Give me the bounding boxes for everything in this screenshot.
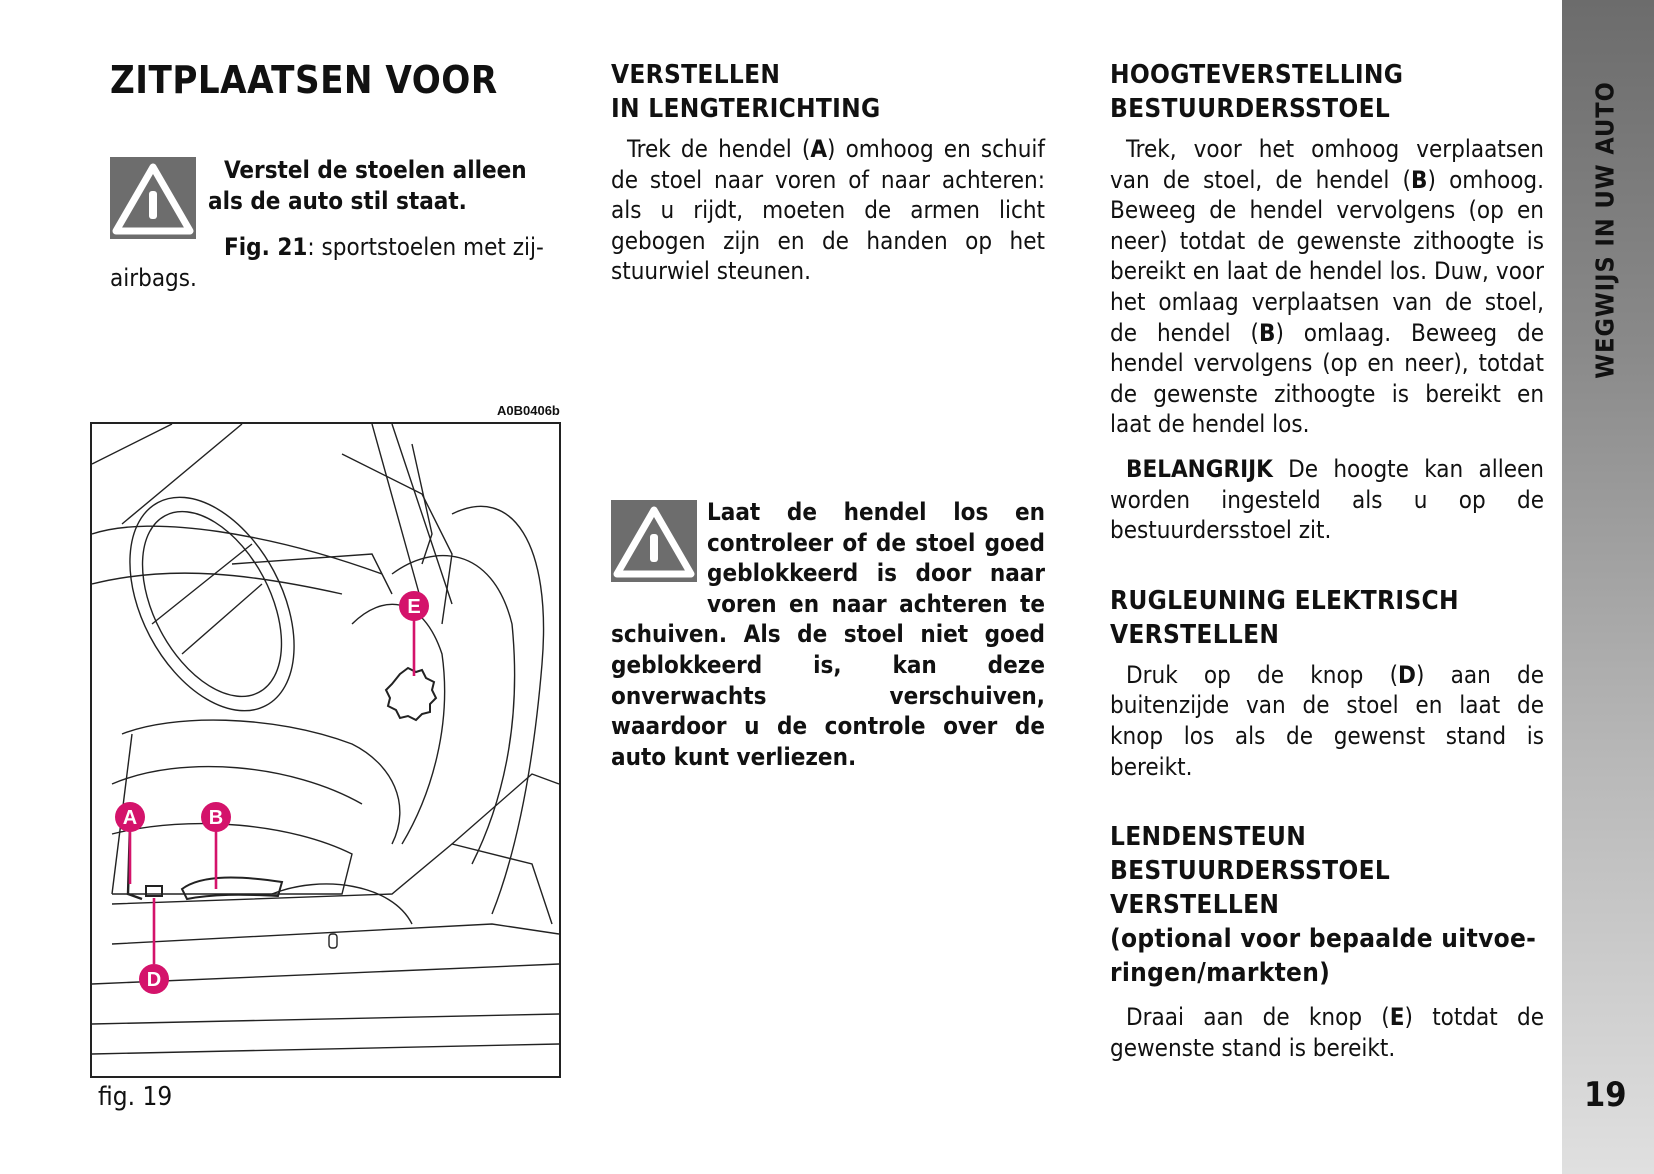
page-number: 19	[1584, 1075, 1627, 1115]
heading-lendensteun-1: LENDENSTEUN	[1110, 822, 1307, 853]
warning-text-2: Laat de hendel los en controleer of de stoel goed geblokkeerd is door naar voren en naar achteren te schuiven. Als de stoel niet goed geblokkeerd is, kan deze onverwachts verschuiven, waardoor u de controle over de auto kunt verliezen.	[611, 498, 1045, 771]
heading-lendensteun-3: VERSTELLEN	[1110, 890, 1280, 921]
callout-d	[139, 964, 169, 994]
callout-b	[201, 802, 231, 832]
figure-caption: fig. 19	[98, 1082, 173, 1112]
section-heading-line1: VERSTELLEN	[611, 60, 781, 90]
heading-rugleuning-1: RUGLEUNING ELEKTRISCH	[1110, 585, 1459, 616]
paragraph-lendensteun: Draai aan de knop (E) totdat de gewenste stand is bereikt.	[1110, 1003, 1544, 1062]
warning-line-2: als de auto stil staat.	[208, 187, 467, 215]
warning-icon	[110, 157, 196, 239]
heading-hoogte-1: HOOGTEVERSTELLING	[1110, 60, 1404, 90]
heading-lendensteun-2: BESTUURDERSSTOEL	[1110, 856, 1391, 887]
heading-lendensteun-4: (optional voor bepaalde uitvoe-	[1110, 924, 1537, 955]
figure-reference-cont: airbags.	[110, 264, 197, 292]
heading-rugleuning-2: VERSTELLEN	[1110, 619, 1280, 650]
paragraph-rugleuning: Druk op de knop (D) aan de buitenzijde van de stoel en laat de knop los als de gewenst stand is bereikt.	[1110, 660, 1544, 781]
svg-text:E: E	[407, 596, 421, 618]
page-title: ZITPLAATSEN VOOR	[110, 58, 498, 102]
figure-reference: Fig. 21: sportstoelen met zij-	[224, 233, 544, 261]
section-heading-line2: IN LENGTERICHTING	[611, 94, 881, 124]
section-paragraph: Trek de hendel (A) omhoog en schuif de stoel naar voren of naar achteren: als u rijdt, moeten de armen licht gebogen zijn en de handen op het stuurwiel steunen.	[611, 135, 1045, 286]
heading-hoogte-2: BESTUURDERSSTOEL	[1110, 94, 1391, 124]
seat-figure	[90, 422, 561, 1078]
section-verstellen	[611, 58, 1045, 287]
svg-text:A: A	[122, 807, 138, 829]
callout-e	[399, 591, 429, 621]
svg-text:D: D	[146, 969, 162, 991]
heading-lendensteun-5: ringen/markten)	[1110, 958, 1331, 989]
figure-reference-bold: Fig. 21	[224, 233, 308, 261]
side-tab-label: WEGWIJS IN UW AUTO	[1590, 81, 1620, 379]
callout-a	[115, 802, 145, 832]
paragraph-hoogte: Trek, voor het omhoog verplaatsen van de stoel, de hendel (B) omhoog. Beweeg de hendel vervolgens (op en neer) totdat de gewenste zithoogte is bereikt en laat de hendel los. Duw, voor het omlaag verplaatsen van de stoel, de hendel (B) omlaag. Beweeg de hendel vervolgens (op en neer), totdat de gewenste zithoogte is bereikt en laat de hendel los.	[1110, 135, 1545, 439]
warning-line-1: Verstel de stoelen alleen	[224, 156, 527, 184]
paragraph-belangrijk: BELANGRIJK De hoogte kan alleen worden ingesteld als u op de bestuurdersstoel zit.	[1110, 454, 1544, 545]
figure-code: A0B0406b	[497, 403, 560, 418]
column-3	[1110, 58, 1544, 1063]
svg-text:B: B	[208, 807, 224, 829]
